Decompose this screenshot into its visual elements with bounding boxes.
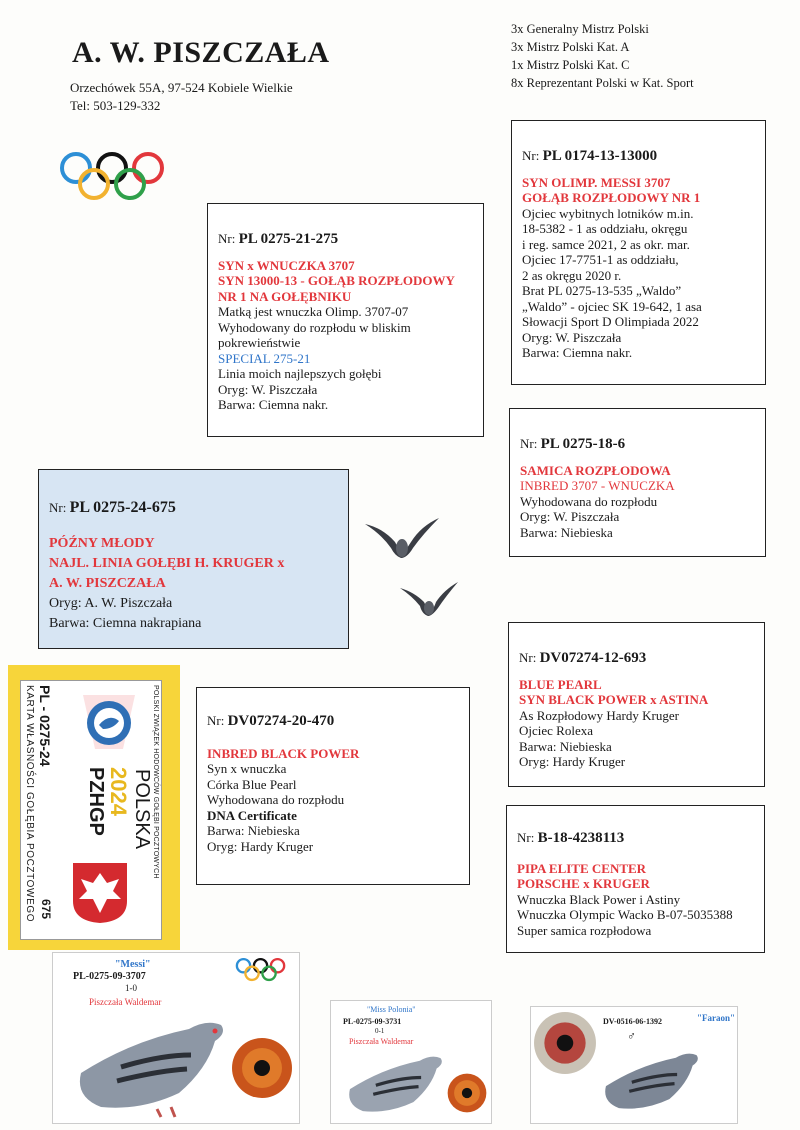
photo-messi bbox=[52, 952, 300, 1124]
info-line: Ojciec wybitnych lotników m.in. bbox=[522, 205, 694, 221]
highlight-line: A. W. PISZCZAŁA bbox=[49, 576, 166, 591]
achievements-list bbox=[511, 20, 694, 92]
pigeon-image bbox=[61, 1011, 231, 1119]
highlight-line: PIPA ELITE CENTER bbox=[517, 860, 647, 876]
photo-ring: PL-0275-09-3707 bbox=[73, 971, 146, 982]
info-line: Linia moich najlepszych gołębi bbox=[218, 366, 382, 381]
ownership-card-title: KARTA WŁASNOŚCI GOŁĘBIA POCZTOWEGO bbox=[24, 685, 35, 923]
info-line: Wnuczka Black Power i Astiny bbox=[517, 891, 681, 907]
info-line: As Rozpłodowy Hardy Kruger bbox=[519, 707, 679, 723]
ring-number: Nr: PL 0275-24-675 bbox=[49, 499, 176, 516]
highlight-line: SYN 13000-13 - GOŁĄB ROZPŁODOWY bbox=[218, 273, 455, 288]
polish-eagle-icon bbox=[69, 861, 131, 925]
info-line: Barwa: Ciemna nakr. bbox=[522, 345, 633, 360]
photo-name: "Miss Polonia" bbox=[367, 1005, 416, 1014]
pigeon-card-0275-24-675 bbox=[38, 469, 349, 649]
ownership-card-inner bbox=[20, 680, 162, 940]
photo-code: 0-1 bbox=[375, 1027, 385, 1035]
pigeon-image bbox=[337, 1049, 447, 1119]
info-line: pokrewieństwie bbox=[218, 335, 301, 350]
country-label: POLSKA bbox=[131, 769, 153, 850]
highlight-line: SYN x WNUCZKA 3707 bbox=[218, 257, 355, 273]
ring-number: Nr: DV07274-20-470 bbox=[207, 713, 335, 729]
info-line: Ojciec 17-7751-1 as oddziału, bbox=[522, 252, 679, 267]
info-line: Barwa: Niebieska bbox=[519, 738, 612, 754]
pzhgp-logo-icon bbox=[73, 691, 145, 753]
photo-faraon bbox=[530, 1006, 738, 1124]
org-label: PZHGP bbox=[85, 767, 107, 836]
info-line: 2 as okręgu 2020 r. bbox=[522, 267, 622, 283]
ring-number: Nr: B-18-4238113 bbox=[517, 830, 625, 846]
olympic-rings-icon bbox=[235, 957, 287, 983]
olympic-rings-icon bbox=[58, 150, 168, 204]
pigeon-card-0275-21-275 bbox=[207, 203, 484, 437]
highlight-line: INBRED BLACK POWER bbox=[207, 745, 360, 761]
ring-number: Nr: DV07274-12-693 bbox=[519, 650, 647, 666]
year-label: 2024 bbox=[106, 767, 131, 816]
pigeon-image bbox=[593, 1041, 703, 1121]
highlight-line: SYN OLIMP. MESSI 3707 bbox=[522, 174, 671, 190]
info-line: Ojciec Rolexa bbox=[519, 723, 593, 738]
achievement: 3x Mistrz Polski Kat. A bbox=[511, 40, 630, 54]
info-line: Barwa: Niebieska bbox=[207, 823, 300, 838]
info-line: Wyhodowany do rozpłodu w bliskim bbox=[218, 319, 411, 335]
breeder-name: A. W. PISZCZAŁA bbox=[72, 36, 330, 69]
highlight-line: SYN BLACK POWER x ASTINA bbox=[519, 692, 709, 707]
highlight-line: INBRED 3707 - WNUCZKA bbox=[520, 478, 675, 493]
highlight-line: SAMICA ROZPŁODOWA bbox=[520, 462, 671, 478]
info-line: Barwa: Ciemna nakr. bbox=[218, 397, 329, 412]
ring-number: Nr: PL 0275-21-275 bbox=[218, 231, 339, 247]
info-line: i reg. samce 2021, 2 as okr. mar. bbox=[522, 236, 690, 252]
ring-label: PL - 0275-24 bbox=[37, 685, 53, 767]
info-line: Oryg: Hardy Kruger bbox=[519, 754, 626, 769]
info-line: „Waldo” - ojciec SK 19-642, 1 asa bbox=[522, 298, 702, 314]
info-line: Córka Blue Pearl bbox=[207, 776, 297, 792]
special-label: SPECIAL 275-21 bbox=[218, 350, 311, 366]
pigeon-eye-image bbox=[447, 1073, 487, 1113]
photo-sex: ♂ bbox=[627, 1029, 636, 1043]
pigeon-card-DV07274-12-693 bbox=[508, 622, 765, 787]
info-line: Syn x wnuczka bbox=[207, 761, 287, 776]
card-number: 675 bbox=[39, 899, 53, 920]
pigeon-eye-image bbox=[533, 1011, 597, 1075]
highlight-line: PORSCHE x KRUGER bbox=[517, 876, 650, 891]
photo-miss-polonia bbox=[330, 1000, 492, 1124]
info-line: Wyhodowana do rozpłodu bbox=[207, 792, 345, 807]
info-line: Oryg: Hardy Kruger bbox=[207, 838, 314, 854]
info-line: Wnuczka Olympic Wacko B-07-5035388 bbox=[517, 907, 733, 922]
pigeon-eye-image bbox=[231, 1037, 293, 1099]
info-line: Brat PL 0275-13-535 „Waldo” bbox=[522, 283, 682, 298]
highlight-line: BLUE PEARL bbox=[519, 676, 602, 692]
dna-certificate-label: DNA Certificate bbox=[207, 807, 297, 823]
ring-number: Nr: PL 0174-13-13000 bbox=[522, 148, 658, 164]
pigeon-card-0275-18-6 bbox=[509, 408, 766, 557]
highlight-line: GOŁĄB ROZPŁODOWY NR 1 bbox=[522, 190, 701, 205]
pigeon-card-DV07274-20-470 bbox=[196, 687, 470, 885]
info-line: Super samica rozpłodowa bbox=[517, 922, 652, 938]
info-line: Barwa: Niebieska bbox=[520, 524, 613, 540]
info-line: 18-5382 - 1 as oddziału, okręgu bbox=[522, 221, 688, 236]
photo-name: "Messi" bbox=[115, 959, 151, 970]
association-name: POLSKI ZWIĄZEK HODOWCÓW GOŁĘBI POCZTOWYCH bbox=[152, 685, 159, 879]
photo-owner: Piszczała Waldemar bbox=[349, 1037, 414, 1046]
achievement: 8x Reprezentant Polski w Kat. Sport bbox=[511, 76, 694, 90]
photo-code: 1-0 bbox=[125, 983, 137, 993]
info-line: Matką jest wnuczka Olimp. 3707-07 bbox=[218, 304, 409, 319]
info-line: Oryg: W. Piszczała bbox=[520, 509, 620, 524]
ring-number: Nr: PL 0275-18-6 bbox=[520, 436, 626, 452]
info-line: Oryg: W. Piszczała bbox=[218, 381, 318, 397]
flying-pigeon-icon bbox=[398, 580, 460, 618]
info-line: Barwa: Ciemna nakrapiana bbox=[49, 616, 202, 631]
info-line: Wyhodowana do rozpłodu bbox=[520, 493, 658, 509]
photo-ring: PL-0275-09-3731 bbox=[343, 1017, 402, 1026]
photo-name: "Faraon" bbox=[697, 1013, 735, 1023]
pigeon-card-0174-13-13000 bbox=[511, 120, 766, 385]
photo-owner: Piszczała Waldemar bbox=[89, 997, 162, 1007]
info-line: Słowacji Sport D Olimpiada 2022 bbox=[522, 314, 699, 329]
highlight-line: NR 1 NA GOŁĘBNIKU bbox=[218, 288, 352, 304]
achievement: 1x Mistrz Polski Kat. C bbox=[511, 58, 630, 72]
photo-ring: DV-0516-06-1392 bbox=[603, 1017, 662, 1026]
pigeon-card-B-18-4238113 bbox=[506, 805, 765, 953]
achievement: 3x Generalny Mistrz Polski bbox=[511, 22, 649, 36]
telephone: Tel: 503-129-332 bbox=[70, 98, 161, 113]
address: Orzechówek 55A, 97-524 Kobiele Wielkie bbox=[70, 80, 293, 95]
highlight-line: PÓŹNY MŁODY bbox=[49, 536, 155, 551]
info-line: Oryg: A. W. Piszczała bbox=[49, 596, 173, 611]
flying-pigeon-icon bbox=[363, 514, 441, 560]
info-line: Oryg: W. Piszczała bbox=[522, 329, 622, 345]
highlight-line: NAJL. LINIA GOŁĘBI H. KRUGER x bbox=[49, 556, 285, 571]
